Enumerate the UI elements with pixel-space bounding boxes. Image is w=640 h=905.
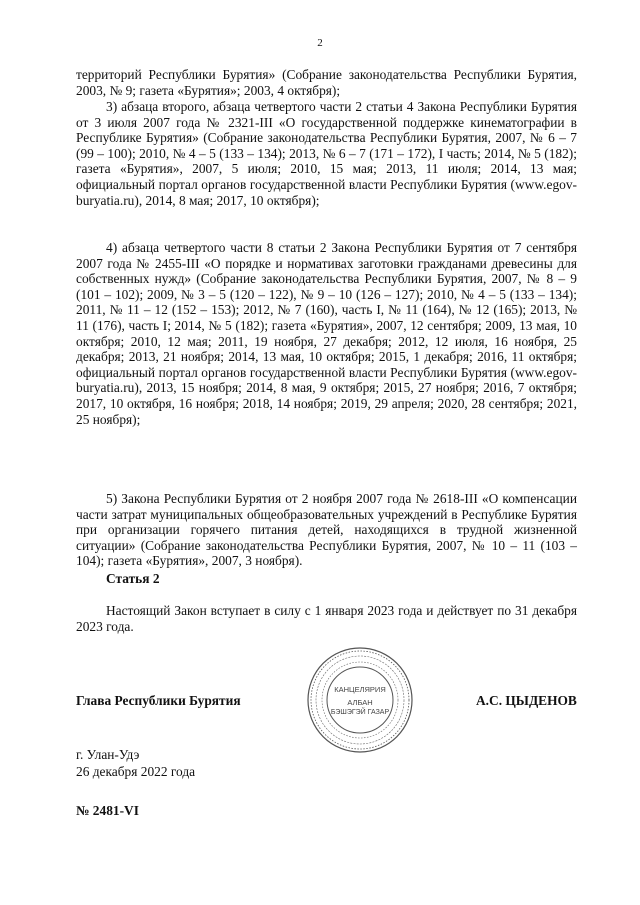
place-and-date: [76, 746, 195, 780]
law-number: № 2481-VI: [76, 803, 139, 818]
page-number: 2: [317, 37, 323, 49]
seal-text-1: КАНЦЕЛЯРИЯ: [334, 685, 386, 694]
place: г. Улан-Удэ: [76, 747, 140, 762]
article-heading: Статья 2: [106, 571, 160, 586]
seal-text-2: АЛБАН: [347, 698, 373, 707]
date: 26 декабря 2022 года: [76, 764, 196, 779]
article-text: Настоящий Закон вступает в силу с 1 января 2023 года и действует по 31 декабря 2023 года.: [76, 603, 577, 634]
paragraph-item-3: 3) абзаца второго, абзаца четвертого части 2 статьи 4 Закона Республики Бурятия от 3 июля 2007 года № 2321-III «О государственной поддержке кинематографии в Республике Бурятия» (Собрание законодательства Республики Бурятия, 2007, № 6 – 7 (99 – 100); 2010, № 4 – 5 (133 – 134); 2013, № 6 – 7 (171 – 172), I часть; 2014, № 5 (182); газета «Бурятия», 2007, 5 июля; 2010, 15 мая; 2013, 11 июля; 2014, 13 мая; официальный портал органов государственной власти Республики Бурятия (www.egov-buryatia.ru), 2014, 8 мая; 2017, 10 октября);: [76, 99, 577, 208]
paragraph-item-4: 4) абзаца четвертого части 8 статьи 2 Закона Республики Бурятия от 7 сентября 2007 года № 2455-III «О порядке и нормативах заготовки гражданами древесины для собственных нужд» (Собрание законодательства Республики Бурятия, 2007, № 8 – 9 (101 – 102); 2009, № 3 – 5 (120 – 122), № 9 – 10 (126 – 127); 2010, № 4 – 5 (133 – 134); 2011, № 11 – 12 (152 – 153); 2012, № 7 (160), часть I, № 11 (164), № 12 (165); 2013, № 11 (176), часть I; 2014, № 5 (182); газета «Бурятия», 2007, 12 сентября; 2009, 13 мая, 10 октября; 2010, 12 мая; 2011, 19 ноября, 27 декабря; 2012, 12 июля, 16 ноября, 25 декабря; 2013, 21 ноября; 2014, 13 мая, 10 октября; 2015, 1 декабря; 2016, 11 октября; официальный портал органов государственной власти Республики Бурятия (www.egov-buryatia.ru), 2013, 15 ноября; 2014, 8 мая, 9 октября; 2015, 27 ноября; 2016, 7 октября; 2017, 10 октября, 16 ноября; 2018, 14 ноября; 2019, 29 апреля; 2020, 28 сентября; 2021, 25 ноября);: [76, 240, 577, 427]
paragraph-continuation: территорий Республики Бурятия» (Собрание законодательства Республики Бурятия, 2003, № 9; газета «Бурятия»; 2003, 4 октября);: [76, 67, 577, 98]
paragraph-item-5: 5) Закона Республики Бурятия от 2 ноября 2007 года № 2618-III «О компенсации части затрат муниципальных общеобразовательных учреждений в Республике Бурятия при организации горячего питания детей, находящихся в трудной жизненной ситуации» (Собрание законодательства Республики Бурятия, 2007, № 10 – 11 (103 – 104); газета «Бурятия», 2007, 3 ноября).: [76, 491, 577, 569]
signature-title: Глава Республики Бурятия: [76, 693, 241, 708]
official-seal: [306, 646, 414, 754]
seal-text-3: БЭШЭГЭЙ ГАЗАР: [330, 709, 390, 716]
signatory-name: А.С. ЦЫДЕНОВ: [476, 693, 577, 708]
